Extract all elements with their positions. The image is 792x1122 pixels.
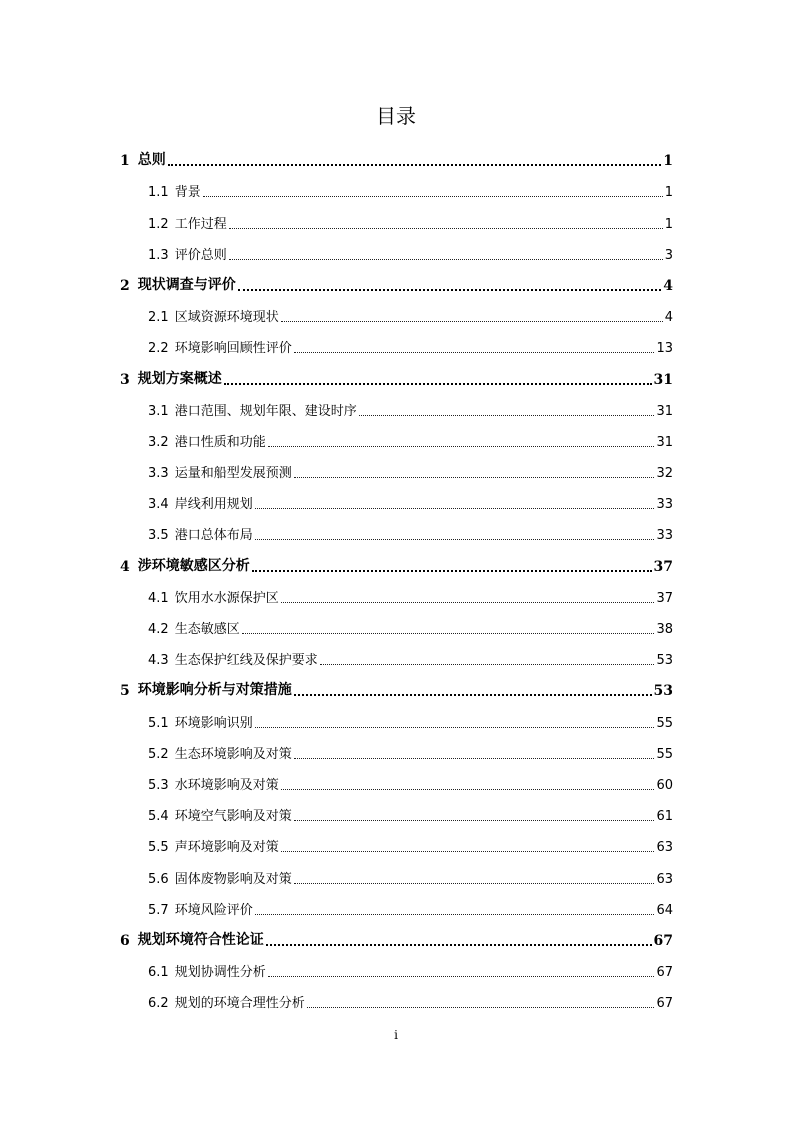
toc-chapter-entry[interactable]: [120, 672, 673, 703]
toc-section-entry[interactable]: [120, 735, 673, 766]
toc-entry-number: 4.1: [148, 590, 169, 606]
toc-section-entry[interactable]: [120, 454, 673, 485]
toc-dot-leader: [255, 727, 655, 728]
toc-entry-label: 评价总则: [174, 247, 227, 263]
toc-dot-leader: [294, 477, 655, 478]
toc-entry-number: 5.4: [148, 809, 169, 825]
toc-entry-page-number: 38: [656, 622, 673, 637]
toc-entry-number: 5: [120, 683, 130, 700]
toc-entry-number: 3.1: [148, 403, 169, 419]
toc-entry-label: 涉环境敏感区分析: [137, 557, 250, 574]
toc-dot-leader: [229, 259, 663, 260]
toc-entry-number: 5.7: [148, 902, 169, 918]
toc-dot-leader: [252, 570, 652, 572]
toc-entry-label: 港口性质和功能: [174, 434, 266, 450]
toc-entry-page-number: 1: [664, 185, 673, 201]
toc-entry-page-number: 31: [653, 371, 673, 388]
toc-entry-label: 生态保护红线及保护要求: [174, 653, 318, 669]
toc-entry-page-number: 61: [656, 809, 673, 825]
toc-dot-leader: [229, 228, 663, 229]
toc-section-entry[interactable]: [120, 828, 673, 859]
toc-dot-leader: [203, 196, 663, 197]
toc-entry-page-number: 1: [663, 153, 673, 170]
toc-entry-number: 1.1: [148, 185, 169, 201]
toc-dot-leader: [294, 352, 655, 353]
toc-entry-page-number: 37: [656, 590, 673, 606]
toc-entry-page-number: 31: [656, 403, 673, 419]
toc-entry-page-number: 67: [656, 965, 673, 981]
toc-entry-label: 环境影响分析与对策措施: [137, 682, 292, 699]
toc-entry-page-number: 64: [656, 902, 673, 918]
toc-entry-label: 港口范围、规划年限、建设时序: [174, 403, 357, 419]
toc-section-entry[interactable]: [120, 236, 673, 267]
toc-entry-label: 规划的环境合理性分析: [174, 996, 305, 1012]
toc-entry-page-number: 55: [656, 746, 673, 762]
toc-chapter-entry[interactable]: [120, 267, 673, 298]
toc-section-entry[interactable]: [120, 703, 673, 734]
toc-entry-page-number: 53: [656, 653, 673, 669]
toc-entry-label: 规划协调性分析: [174, 965, 266, 981]
toc-dot-leader: [294, 820, 655, 821]
toc-entry-number: 1.3: [148, 247, 169, 263]
toc-section-entry[interactable]: [120, 891, 673, 922]
toc-entry-page-number: 4: [663, 277, 673, 294]
toc-section-entry[interactable]: [120, 641, 673, 672]
toc-entry-label: 环境空气影响及对策: [174, 809, 292, 825]
toc-dot-leader: [307, 1007, 655, 1008]
toc-entry-number: 5.6: [148, 871, 169, 887]
toc-dot-leader: [320, 664, 655, 665]
toc-entry-label: 工作过程: [174, 216, 227, 232]
toc-section-entry[interactable]: [120, 953, 673, 984]
toc-dot-leader: [281, 602, 655, 603]
toc-entry-number: 3.4: [148, 497, 169, 513]
toc-dot-leader: [238, 289, 662, 291]
toc-entry-number: 6: [120, 932, 130, 949]
toc-section-entry[interactable]: [120, 797, 673, 828]
toc-entry-page-number: 33: [656, 497, 673, 513]
toc-entry-label: 水环境影响及对策: [174, 777, 279, 793]
toc-entry-number: 5.3: [148, 777, 169, 793]
toc-entry-number: 6.1: [148, 965, 169, 981]
toc-entry-label: 规划环境符合性论证: [137, 931, 264, 948]
toc-entry-label: 运量和船型发展预测: [174, 466, 292, 482]
toc-entry-label: 区域资源环境现状: [174, 310, 279, 326]
toc-dot-leader: [168, 164, 662, 166]
toc-dot-leader: [268, 446, 655, 447]
toc-section-entry[interactable]: [120, 579, 673, 610]
toc-chapter-entry[interactable]: [120, 360, 673, 391]
toc-chapter-entry[interactable]: [120, 547, 673, 578]
toc-entry-number: 4.3: [148, 653, 169, 669]
toc-dot-leader: [255, 914, 655, 915]
toc-section-entry[interactable]: [120, 516, 673, 547]
toc-dot-leader: [281, 321, 663, 322]
toc-entry-page-number: 33: [656, 528, 673, 544]
toc-entry-number: 2.1: [148, 310, 169, 326]
toc-entry-page-number: 31: [656, 434, 673, 450]
toc-section-entry[interactable]: [120, 173, 673, 204]
toc-entry-label: 声环境影响及对策: [174, 840, 279, 856]
toc-entry-label: 总则: [137, 152, 166, 169]
toc-entry-number: 4.2: [148, 622, 169, 637]
toc-entry-number: 2.2: [148, 341, 169, 357]
toc-section-entry[interactable]: [120, 298, 673, 329]
toc-entry-number: 4: [120, 558, 130, 575]
toc-dot-leader: [294, 758, 655, 759]
toc-dot-leader: [224, 383, 652, 385]
toc-entry-label: 环境影响回顾性评价: [174, 341, 292, 357]
toc-entry-page-number: 1: [664, 216, 673, 232]
toc-entry-page-number: 4: [664, 310, 673, 326]
toc-dot-leader: [268, 976, 655, 977]
toc-entry-page-number: 67: [656, 996, 673, 1012]
toc-entry-number: 6.2: [148, 996, 169, 1012]
toc-entry-label: 生态环境影响及对策: [174, 746, 292, 762]
toc-entry-number: 5.5: [148, 840, 169, 856]
toc-dot-leader: [294, 883, 655, 884]
toc-entry-label: 规划方案概述: [137, 370, 222, 387]
toc-entry-page-number: 53: [653, 683, 673, 700]
toc-entry-page-number: 3: [664, 247, 673, 263]
table-of-contents: [120, 142, 673, 1015]
toc-section-entry[interactable]: [120, 984, 673, 1015]
toc-dot-leader: [281, 851, 655, 852]
toc-section-entry[interactable]: [120, 329, 673, 360]
toc-entry-page-number: 55: [656, 715, 673, 731]
toc-section-entry[interactable]: [120, 204, 673, 235]
toc-entry-number: 3: [120, 371, 130, 388]
toc-entry-number: 2: [120, 277, 130, 294]
toc-entry-label: 饮用水水源保护区: [174, 590, 279, 606]
toc-entry-number: 5.2: [148, 746, 169, 762]
toc-dot-leader: [255, 539, 655, 540]
toc-section-entry[interactable]: [120, 766, 673, 797]
toc-entry-label: 背景: [174, 185, 201, 201]
toc-section-entry[interactable]: [120, 610, 673, 641]
toc-entry-number: 1: [120, 153, 130, 170]
toc-entry-label: 环境风险评价: [174, 902, 253, 918]
toc-section-entry[interactable]: [120, 392, 673, 423]
toc-entry-number: 1.2: [148, 216, 169, 232]
toc-entry-label: 固体废物影响及对策: [174, 871, 292, 887]
toc-entry-number: 3.3: [148, 466, 169, 482]
toc-title: 目录: [376, 104, 416, 128]
toc-entry-label: 港口总体布局: [174, 528, 253, 544]
toc-dot-leader: [255, 508, 655, 509]
toc-chapter-entry[interactable]: [120, 142, 673, 173]
toc-section-entry[interactable]: [120, 423, 673, 454]
toc-entry-number: 5.1: [148, 715, 169, 731]
toc-entry-label: 现状调查与评价: [137, 276, 236, 293]
toc-entry-page-number: 60: [656, 777, 673, 793]
toc-entry-page-number: 67: [653, 932, 673, 949]
toc-entry-number: 3.2: [148, 434, 169, 450]
toc-dot-leader: [281, 789, 655, 790]
toc-entry-page-number: 63: [656, 871, 673, 887]
toc-entry-label: 岸线利用规划: [174, 497, 253, 513]
toc-section-entry[interactable]: [120, 485, 673, 516]
toc-entry-label: 生态敏感区: [174, 622, 240, 637]
toc-entry-page-number: 37: [653, 558, 673, 575]
toc-section-entry[interactable]: [120, 859, 673, 890]
toc-dot-leader: [266, 944, 652, 946]
toc-dot-leader: [242, 633, 655, 634]
page-footer-number: i: [394, 1028, 398, 1042]
toc-entry-page-number: 13: [656, 341, 673, 357]
toc-dot-leader: [294, 694, 652, 696]
toc-dot-leader: [359, 415, 655, 416]
toc-chapter-entry[interactable]: [120, 922, 673, 953]
toc-entry-label: 环境影响识别: [174, 715, 253, 731]
toc-entry-number: 3.5: [148, 528, 169, 544]
toc-entry-page-number: 32: [656, 466, 673, 482]
toc-entry-page-number: 63: [656, 840, 673, 856]
